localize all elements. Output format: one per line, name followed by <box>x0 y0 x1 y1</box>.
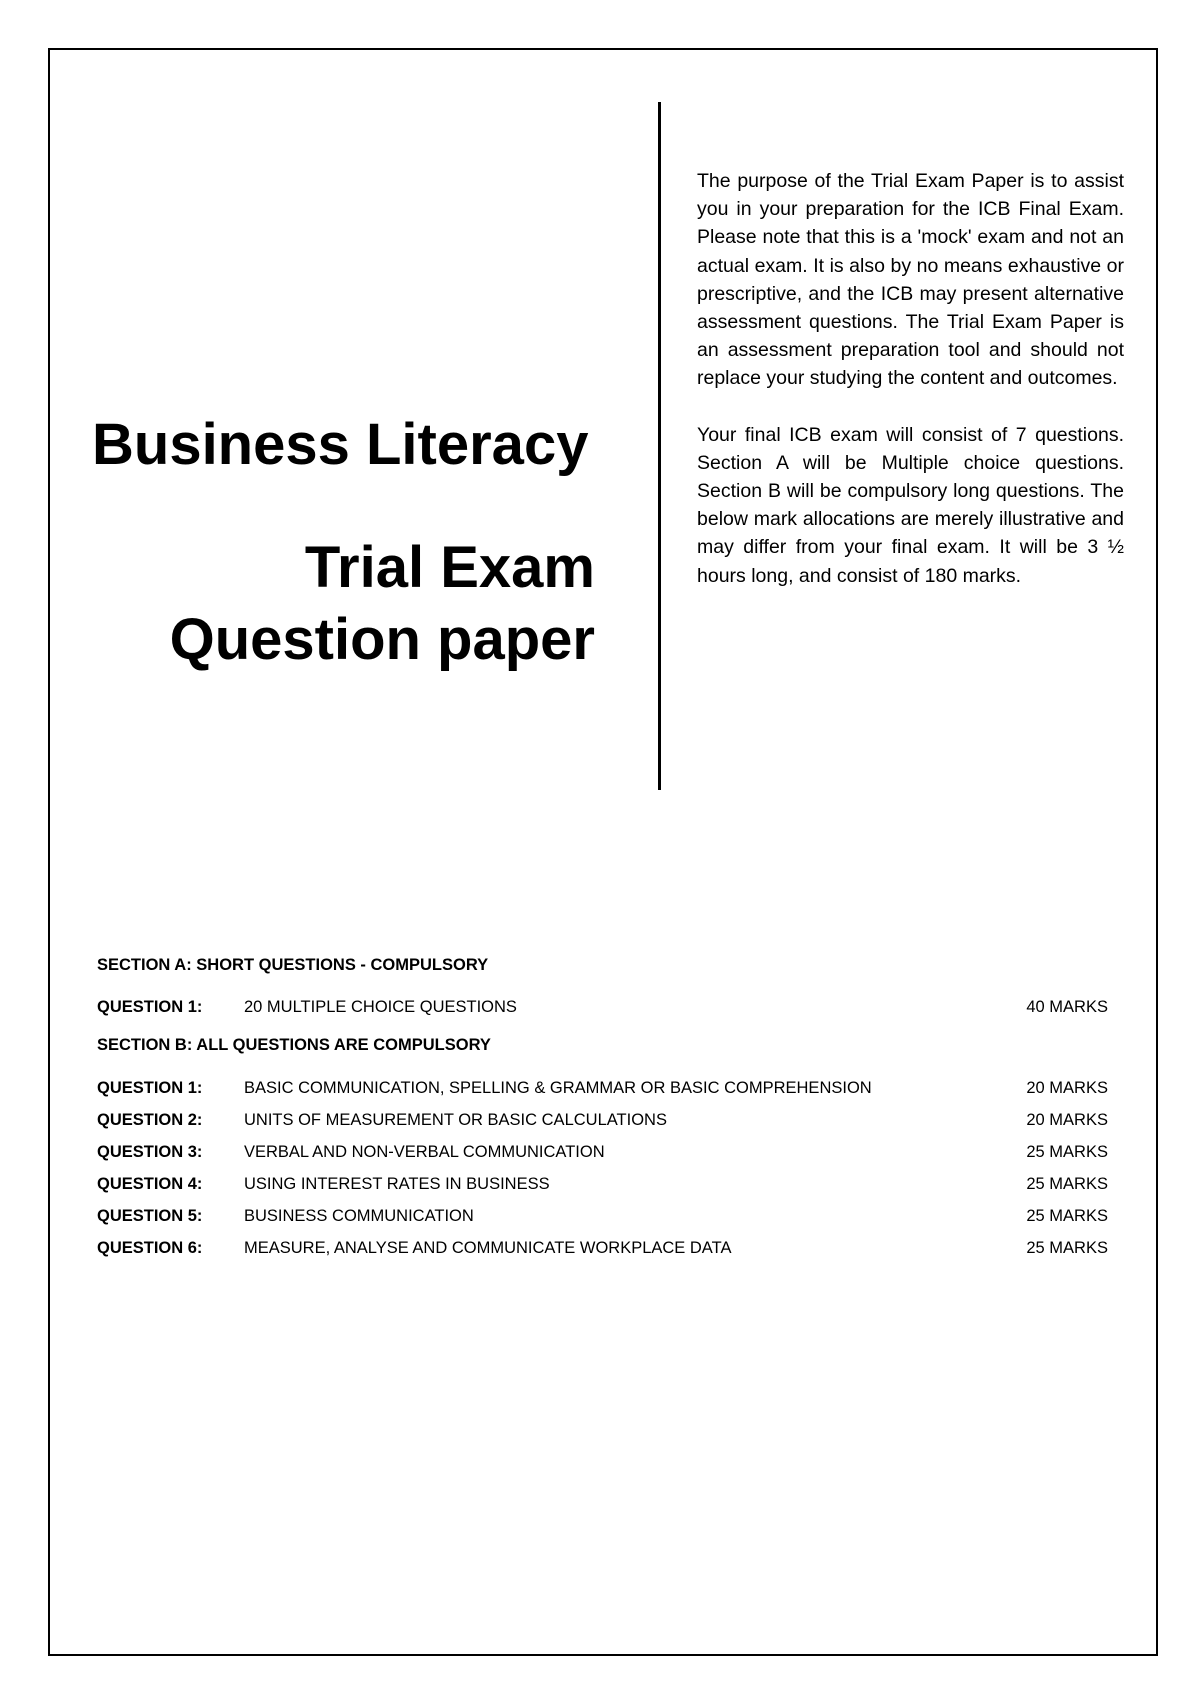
section-a-question-row <box>97 997 1112 1017</box>
question-description: BUSINESS COMMUNICATION <box>244 1207 474 1225</box>
subtitle-line-1: Trial Exam <box>304 535 595 600</box>
section-b-question-row <box>97 1238 1112 1258</box>
question-number: QUESTION 4: <box>97 1175 203 1193</box>
question-description: MEASURE, ANALYSE AND COMMUNICATE WORKPLACE DATA <box>244 1239 732 1257</box>
document-subtitle <box>170 532 595 676</box>
question-marks: 40 MARKS <box>1026 998 1108 1016</box>
question-number: QUESTION 1: <box>97 1079 203 1097</box>
vertical-divider <box>658 102 661 790</box>
question-description: VERBAL AND NON-VERBAL COMMUNICATION <box>244 1143 605 1161</box>
question-description: 20 MULTIPLE CHOICE QUESTIONS <box>244 998 517 1016</box>
vertical-divider-tail <box>658 770 661 790</box>
intro-paragraph-1: The purpose of the Trial Exam Paper is to assist you in your preparation for the ICB Final Exam. Please note that this is a 'mock' exam and not an actual exam. It is also by no means exhaustive or prescriptive, and the ICB may present alternative assessment questions. The Trial Exam Paper is an assessment preparation tool and should not replace your studying the content and outcomes. <box>697 170 1124 390</box>
question-description: UNITS OF MEASUREMENT OR BASIC CALCULATIONS <box>244 1111 667 1129</box>
question-number: QUESTION 3: <box>97 1143 203 1161</box>
intro-text <box>697 167 1124 618</box>
question-marks: 25 MARKS <box>1026 1143 1108 1161</box>
section-b-question-row <box>97 1206 1112 1226</box>
question-marks: 25 MARKS <box>1026 1175 1108 1193</box>
question-marks: 25 MARKS <box>1026 1239 1108 1257</box>
question-marks: 25 MARKS <box>1026 1207 1108 1225</box>
question-number: QUESTION 2: <box>97 1111 203 1129</box>
intro-paragraph-2: Your final ICB exam will consist of 7 questions. Section A will be Multiple choice questions. Section B will be compulsory long questions. The below mark allocations are merely illustrative and may differ from your final exam. It will be 3 ½ hours long, and consist of 180 marks. <box>697 423 1124 587</box>
question-description: BASIC COMMUNICATION, SPELLING & GRAMMAR OR BASIC COMPREHENSION <box>244 1079 872 1097</box>
document-title: Business Literacy <box>92 412 589 477</box>
section-a-heading: SECTION A: SHORT QUESTIONS - COMPULSORY <box>97 956 489 974</box>
question-number: QUESTION 1: <box>97 998 203 1016</box>
section-b-question-row <box>97 1078 1112 1098</box>
subtitle-line-2: Question paper <box>169 607 595 672</box>
question-marks: 20 MARKS <box>1026 1079 1108 1097</box>
question-description: USING INTEREST RATES IN BUSINESS <box>244 1175 550 1193</box>
question-number: QUESTION 5: <box>97 1207 203 1225</box>
section-b-heading: SECTION B: ALL QUESTIONS ARE COMPULSORY <box>97 1036 491 1054</box>
section-b-question-row <box>97 1110 1112 1130</box>
question-number: QUESTION 6: <box>97 1239 203 1257</box>
section-b-question-row <box>97 1142 1112 1162</box>
section-b-question-row <box>97 1174 1112 1194</box>
question-marks: 20 MARKS <box>1026 1111 1108 1129</box>
